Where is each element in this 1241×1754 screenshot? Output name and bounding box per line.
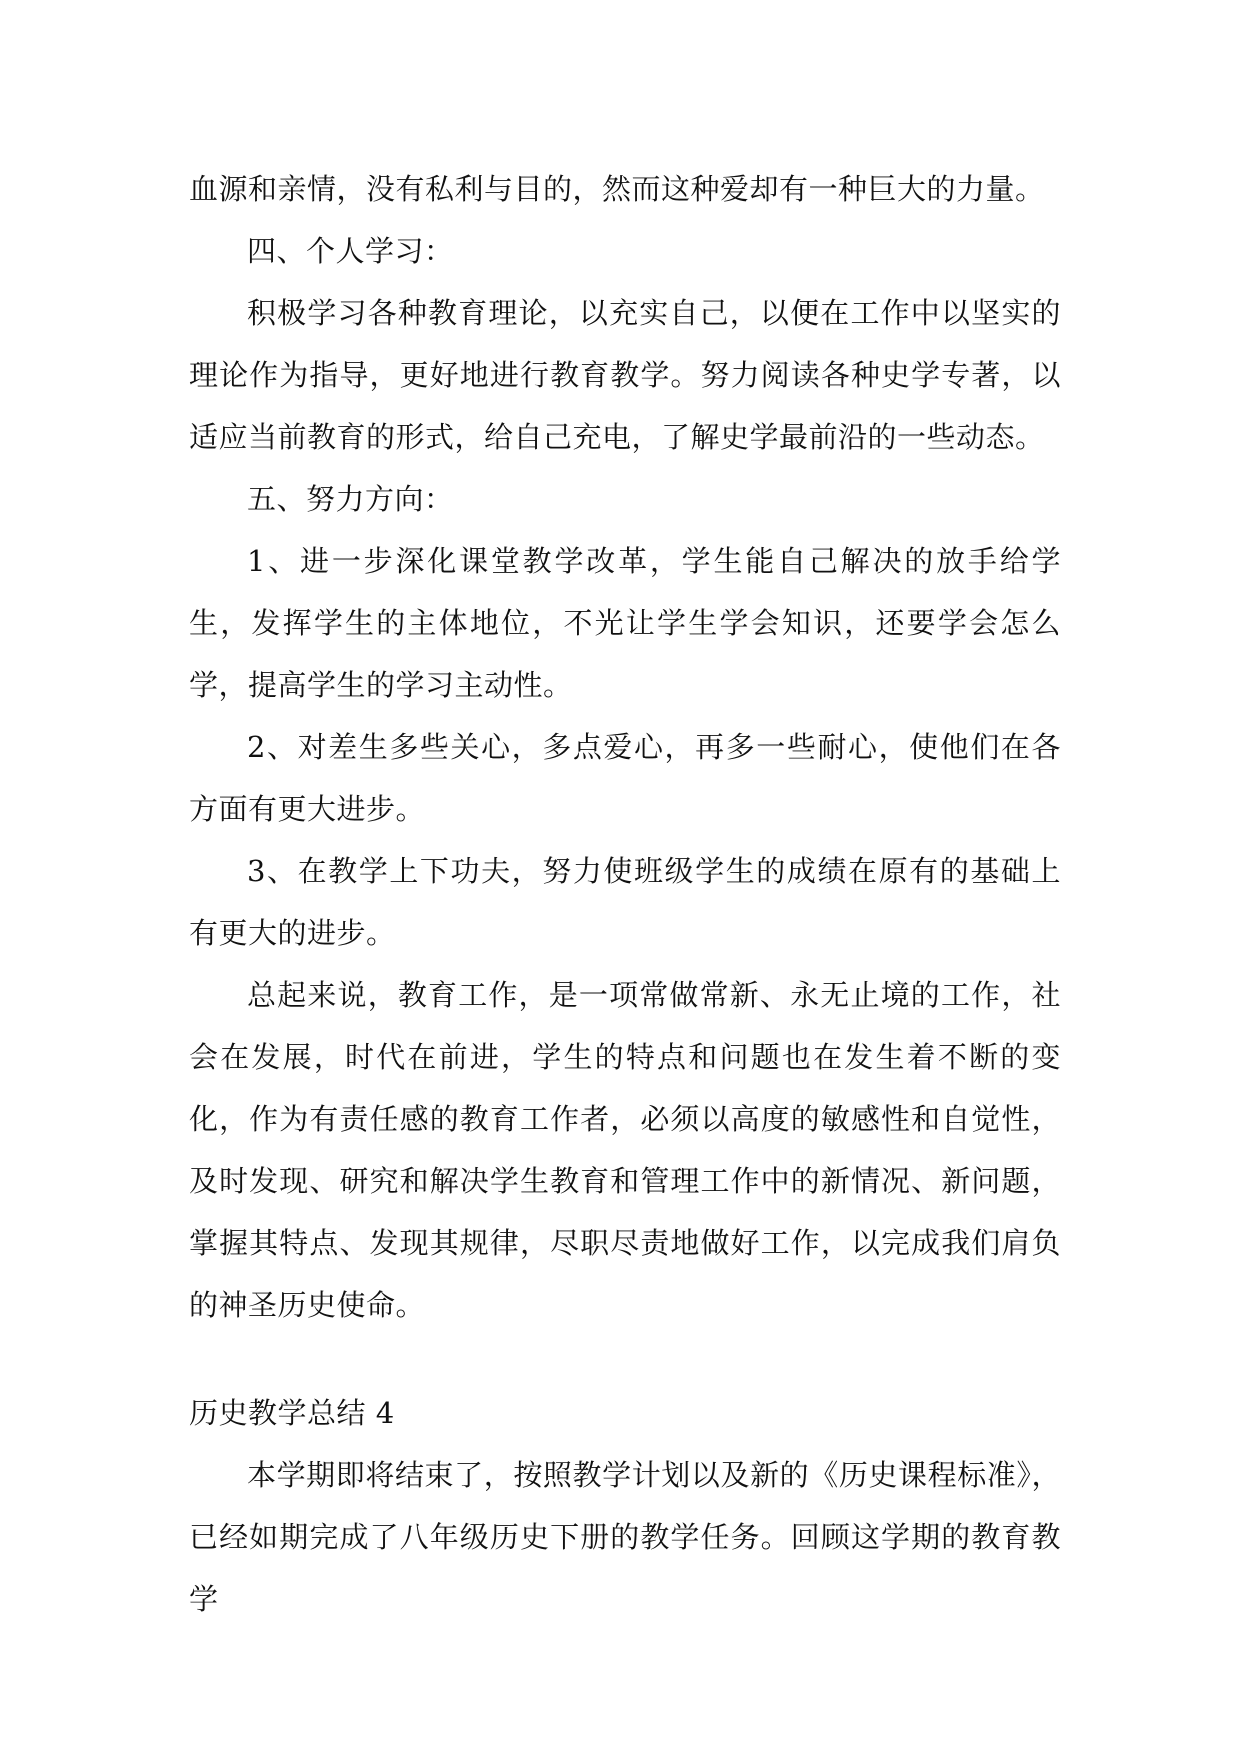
list-item-2: 2、对差生多些关心，多点爱心，再多一些耐心，使他们在各方面有更大进步。	[189, 730, 1061, 826]
heading-effort-direction: 五、努力方向：	[247, 482, 454, 516]
section-title: 历史教学总结 4	[189, 1396, 395, 1430]
list-item-1: 1、进一步深化课堂教学改革，学生能自己解决的放手给学生，发挥学生的主体地位，不光让学生学会知识，还要学会怎么学，提高学生的学习主动性。	[189, 544, 1061, 702]
document-body	[189, 158, 1061, 1630]
paragraph-summary: 总起来说，教育工作，是一项常做常新、永无止境的工作，社会在发展，时代在前进，学生的特点和问题也在发生着不断的变化，作为有责任感的教育工作者，必须以高度的敏感性和自觉性，及时发现、研究和解决学生教育和管理工作中的新情况、新问题，掌握其特点、发现其规律，尽职尽责地做好工作，以完成我们肩负的神圣历史使命。	[189, 978, 1061, 1322]
section-spacer	[189, 1336, 1061, 1382]
paragraph-personal-study: 积极学习各种教育理论，以充实自己，以便在工作中以坚实的理论作为指导，更好地进行教育教学。努力阅读各种史学专著，以适应当前教育的形式，给自己充电，了解史学最前沿的一些动态。	[189, 296, 1061, 454]
paragraph-intro: 本学期即将结束了，按照教学计划以及新的《历史课程标准》，已经如期完成了八年级历史下册的教学任务。回顾这学期的教育教学	[189, 1458, 1061, 1616]
list-item-3: 3、在教学上下功夫，努力使班级学生的成绩在原有的基础上有更大的进步。	[189, 854, 1061, 950]
paragraph-continuation: 血源和亲情，没有私利与目的，然而这种爱却有一种巨大的力量。	[189, 172, 1045, 206]
heading-personal-study: 四、个人学习：	[247, 234, 454, 268]
